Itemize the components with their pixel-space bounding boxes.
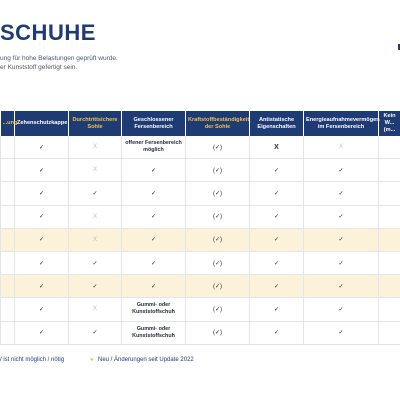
comparison-table xyxy=(0,111,400,345)
table-row xyxy=(1,159,400,182)
table-cell: X xyxy=(69,228,122,251)
intro-line-1: ung für hohe Belastungen geprüft wurde. xyxy=(0,55,118,62)
table-row xyxy=(1,298,400,321)
table-cell: ✓ xyxy=(250,205,304,228)
table-cell: X xyxy=(304,136,379,159)
table-cell: ✓ xyxy=(304,321,379,344)
table-row xyxy=(1,205,400,228)
table-cell: ✓ xyxy=(69,182,122,205)
table-cell: ✓ xyxy=(250,298,304,321)
table-cell: ✓ xyxy=(250,159,304,182)
legend-not-possible: / ist nicht möglich / nötig xyxy=(0,357,65,363)
legend-dot-icon: ● xyxy=(90,357,94,363)
table-cell xyxy=(379,298,400,321)
table-header-row xyxy=(1,111,400,136)
table-cell xyxy=(1,182,15,205)
table-cell xyxy=(1,159,15,182)
table-cell: (✓) xyxy=(186,228,250,251)
column-header: Zehenschutzkappe xyxy=(15,111,69,136)
table-row xyxy=(1,136,400,159)
table-cell: ✓ xyxy=(122,251,186,274)
table-cell: ✓ xyxy=(15,275,69,298)
table-cell: ✓ xyxy=(15,251,69,274)
table-cell: ✓ xyxy=(15,228,69,251)
column-header: Kein W... (m... xyxy=(379,111,400,136)
table-cell: ✓ xyxy=(69,275,122,298)
table-cell: ✓ xyxy=(122,159,186,182)
table-cell: X xyxy=(69,136,122,159)
table-cell xyxy=(1,321,15,344)
table-body xyxy=(1,136,400,344)
table-cell xyxy=(1,298,15,321)
table-cell xyxy=(1,275,15,298)
table-cell xyxy=(379,182,400,205)
table-cell: Gummi- oder Kunststoffschuh xyxy=(122,298,186,321)
table-cell xyxy=(1,251,15,274)
table-cell: X xyxy=(69,159,122,182)
column-header: Kraftstoffbeständigkeit der Sohle xyxy=(186,111,250,136)
intro-text xyxy=(0,54,118,72)
table-cell: X xyxy=(69,205,122,228)
column-header: Antistatische Eigenschaften xyxy=(250,111,304,136)
table-cell: ✓ xyxy=(304,205,379,228)
table-cell: X xyxy=(69,298,122,321)
table-cell: ✓ xyxy=(250,228,304,251)
table-cell: offener Fersenbereich möglich xyxy=(122,136,186,159)
column-header: Energieaufnahmevermögen im Fersenbereich xyxy=(304,111,379,136)
table-cell xyxy=(1,205,15,228)
table-cell: (✓) xyxy=(186,136,250,159)
table-cell: ✓ xyxy=(122,182,186,205)
table-cell: ✓ xyxy=(15,298,69,321)
table-row xyxy=(1,275,400,298)
table-cell: ✓ xyxy=(15,159,69,182)
table-cell: ✓ xyxy=(304,228,379,251)
table-row xyxy=(1,251,400,274)
table-cell xyxy=(1,136,15,159)
intro-line-2: er Kunststoff gefertigt sein. xyxy=(0,64,78,71)
page-title: SCHUHE xyxy=(0,20,96,45)
table-cell: ✓ xyxy=(122,275,186,298)
table-cell: (✓) xyxy=(186,159,250,182)
legend-new-changes: Neu / Änderungen seit Update 2022 xyxy=(98,357,194,363)
table-cell xyxy=(379,205,400,228)
table-cell xyxy=(1,228,15,251)
table-cell: ✓ xyxy=(304,159,379,182)
table-cell: (✓) xyxy=(186,205,250,228)
column-header: Geschlossener Fersenbereich xyxy=(122,111,186,136)
table-cell: ✓ xyxy=(15,321,69,344)
table-cell: ✓ xyxy=(250,182,304,205)
table-row xyxy=(1,228,400,251)
table-cell: (✓) xyxy=(186,298,250,321)
table-row xyxy=(1,182,400,205)
table-cell: ✓ xyxy=(15,205,69,228)
column-header: Durchtrittsichere Sohle xyxy=(69,111,122,136)
table-cell xyxy=(379,321,400,344)
table-cell: X xyxy=(250,136,304,159)
requirements-table xyxy=(0,111,400,345)
table-cell xyxy=(379,159,400,182)
table-cell xyxy=(379,275,400,298)
table-cell: (✓) xyxy=(186,275,250,298)
table-cell: ✓ xyxy=(304,275,379,298)
table-cell: ✓ xyxy=(304,298,379,321)
table-cell: ✓ xyxy=(69,251,122,274)
table-cell: ✓ xyxy=(304,251,379,274)
table-cell: (✓) xyxy=(186,321,250,344)
table-cell: ✓ xyxy=(122,228,186,251)
table-cell xyxy=(379,251,400,274)
table-cell: ✓ xyxy=(69,321,122,344)
table-cell: Gummi- oder Kunststoffschuh xyxy=(122,321,186,344)
table-cell: ✓ xyxy=(250,251,304,274)
table-cell: ✓ xyxy=(15,182,69,205)
column-header: ...ung xyxy=(1,111,15,136)
table-cell xyxy=(379,136,400,159)
table-cell: ✓ xyxy=(250,275,304,298)
table-cell: ✓ xyxy=(15,136,69,159)
table-cell: ✓ xyxy=(250,321,304,344)
table-cell xyxy=(379,228,400,251)
table-cell: ✓ xyxy=(122,205,186,228)
table-cell: (✓) xyxy=(186,251,250,274)
table-cell: ✓ xyxy=(304,182,379,205)
table-row xyxy=(1,321,400,344)
table-cell: (✓) xyxy=(186,182,250,205)
